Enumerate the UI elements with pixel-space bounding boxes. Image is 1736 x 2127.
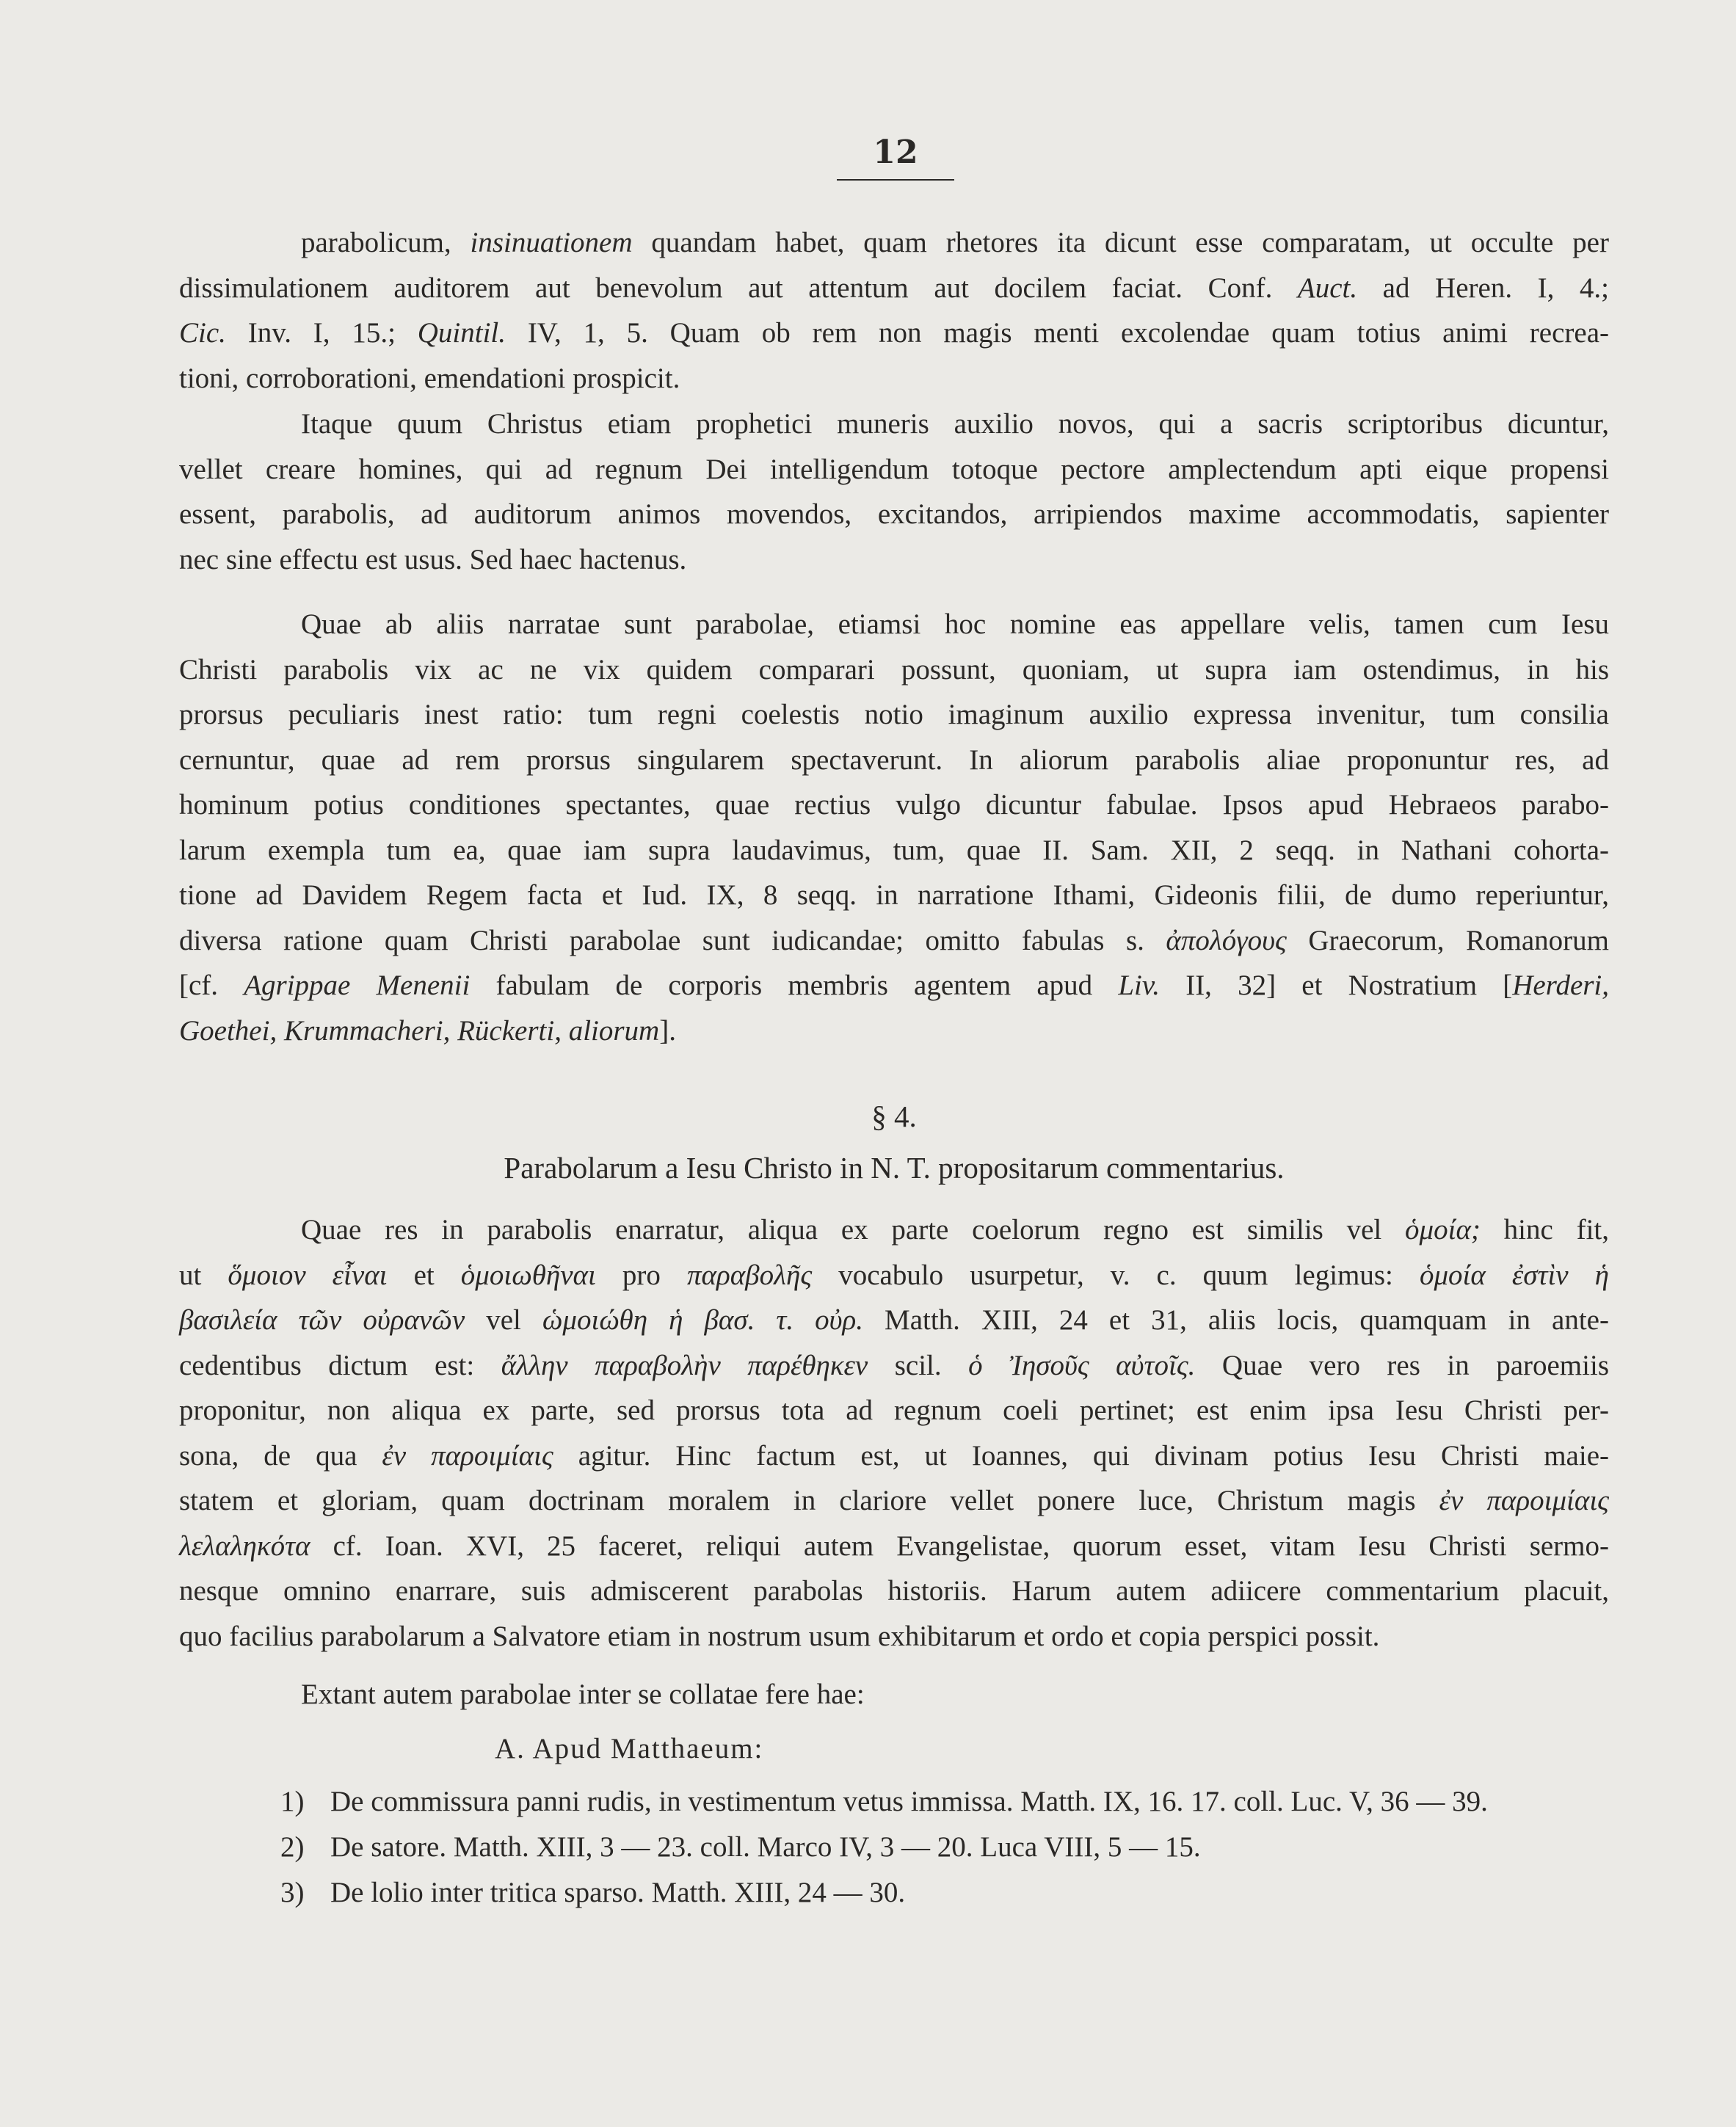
text-line bbox=[179, 918, 1609, 964]
italic-segment: ὁμοιωθῆναι bbox=[460, 1259, 596, 1291]
text-segment: [cf. bbox=[179, 970, 244, 1001]
text-line bbox=[179, 1207, 1609, 1253]
paragraph bbox=[179, 602, 1609, 1053]
italic-segment: Agrippae Menenii bbox=[244, 970, 471, 1001]
text-line bbox=[179, 1614, 1609, 1659]
text-segment: essent, parabolis, ad auditorum animos movendos, excitandos, arripiendos maxime accommodatis, sapienter bbox=[179, 498, 1609, 530]
section-title: Parabolarum a Iesu Christo in N. T. propositarum commentarius. bbox=[504, 1151, 1285, 1185]
italic-segment: Herderi, bbox=[1512, 970, 1610, 1001]
text-line bbox=[179, 1433, 1609, 1479]
italic-segment: ἐν παροιμίαις bbox=[382, 1439, 553, 1472]
text-line bbox=[179, 1298, 1609, 1343]
text-segment: tioni, corroborationi, emendationi prospicit. bbox=[179, 362, 680, 394]
text-segment: Extant autem parabolae inter se collatae fere hae: bbox=[301, 1679, 865, 1710]
list-item bbox=[280, 1779, 1609, 1825]
text-segment: Itaque quum Christus etiam prophetici muneris auxilio novos, qui a sacris scriptoribus dicuntur, bbox=[301, 408, 1609, 440]
text-line bbox=[179, 1478, 1609, 1524]
list-item bbox=[280, 1825, 1609, 1870]
italic-segment: παραβολῆς bbox=[686, 1259, 813, 1291]
text-segment: proponitur, non aliqua ex parte, sed prorsus tota ad regnum coeli pertinet; est enim ipsa Iesu Christi per- bbox=[179, 1395, 1609, 1426]
text-line bbox=[179, 310, 1609, 356]
text-line bbox=[179, 1343, 1609, 1389]
text-segment: statem et gloriam, quam doctrinam moralem in clariore vellet ponere luce, Christum magis bbox=[179, 1485, 1439, 1516]
text-segment: agitur. Hinc factum est, ut Ioannes, qui divinam potius Iesu Christi maie- bbox=[553, 1439, 1609, 1472]
text-line bbox=[179, 873, 1609, 918]
text-segment: sona, de qua bbox=[179, 1439, 382, 1472]
text-segment: et bbox=[387, 1259, 461, 1291]
text-segment: Graecorum, Romanorum bbox=[1286, 924, 1609, 956]
text-segment: cernuntur, quae ad rem prorsus singularem spectaverunt. In aliorum parabolis aliae proponuntur res, ad bbox=[179, 743, 1609, 776]
italic-segment: λελαληκότα bbox=[179, 1530, 310, 1562]
text-segment: Quae res in parabolis enarratur, aliqua ex parte coelorum regno est similis vel bbox=[301, 1214, 1406, 1246]
text-segment: vocabulo usurpetur, v. c. quum legimus: bbox=[812, 1259, 1420, 1291]
text-segment: quandam habet, quam rhetores ita dicunt esse comparatam, ut occulte per bbox=[632, 227, 1609, 258]
list-item-number: 1) bbox=[280, 1786, 305, 1817]
text-segment: dissimulationem auditorem aut benevolum aut attentum aut docilem faciat. Conf. bbox=[179, 272, 1298, 304]
text-segment: Quae vero res in paroemiis bbox=[1195, 1349, 1609, 1381]
paragraph bbox=[179, 1672, 1609, 1717]
text-line bbox=[179, 537, 1609, 583]
text-line bbox=[179, 1253, 1609, 1298]
text-segment: Inv. I, 15.; bbox=[225, 317, 418, 349]
paragraph bbox=[179, 401, 1609, 582]
text-segment: Quae ab aliis narratae sunt parabolae, etiamsi hoc nomine eas appellare velis, tamen cum Iesu bbox=[301, 608, 1609, 640]
text-segment: scil. bbox=[868, 1349, 969, 1381]
text-line bbox=[179, 1524, 1609, 1569]
text-segment: IV, 1, 5. Quam ob rem non magis menti excolendae quam totius animi recrea- bbox=[506, 317, 1609, 349]
text-segment: quo facilius parabolarum a Salvatore etiam in nostrum usum exhibitarum et ordo et copia perspici possit. bbox=[179, 1620, 1380, 1652]
paragraph bbox=[179, 1207, 1609, 1659]
text-line bbox=[179, 220, 1609, 266]
text-line bbox=[179, 356, 1609, 401]
text-line bbox=[179, 1672, 1609, 1717]
italic-segment: ὅμοιον εἶναι bbox=[228, 1259, 388, 1291]
text-line bbox=[179, 692, 1609, 738]
list-item bbox=[280, 1870, 1609, 1916]
sub-heading: A. Apud Matthaeum: bbox=[495, 1733, 764, 1764]
text-line bbox=[179, 602, 1609, 647]
italic-segment: ὡμοιώθη ἡ βασ. τ. οὐρ. bbox=[542, 1304, 863, 1336]
text-line bbox=[179, 782, 1609, 828]
text-line bbox=[179, 1388, 1609, 1433]
text-segment: vel bbox=[465, 1304, 542, 1336]
text-segment: Matth. XIII, 24 et 31, aliis locis, quamquam in ante- bbox=[862, 1304, 1609, 1336]
list-item-text: De commissura panni rudis, in vestimentum vetus immissa. Matth. IX, 16. 17. coll. Luc. V, 36 — 39. bbox=[330, 1786, 1488, 1817]
text-segment: hinc fit, bbox=[1480, 1214, 1609, 1246]
text-line bbox=[179, 266, 1609, 311]
text-segment: tione ad Davidem Regem facta et Iud. IX, 8 seqq. in narratione Ithami, Gideonis filii, de dumo reperiuntur, bbox=[179, 879, 1609, 911]
parable-list bbox=[280, 1779, 1609, 1916]
text-line bbox=[179, 738, 1609, 783]
italic-segment: ὁ Ἰησοῦς αὐτοῖς. bbox=[968, 1349, 1196, 1381]
italic-segment: βασιλεία τῶν οὐρανῶν bbox=[179, 1304, 465, 1336]
text-segment: cedentibus dictum est: bbox=[179, 1349, 501, 1381]
text-line bbox=[179, 1008, 1609, 1054]
section-number: § 4. bbox=[871, 1099, 917, 1133]
text-line bbox=[179, 963, 1609, 1008]
text-segment: Christi parabolis vix ac ne vix quidem comparari possunt, quoniam, ut supra iam ostendimus, in his bbox=[179, 653, 1609, 686]
text-segment: hominum potius conditiones spectantes, quae rectius vulgo dicuntur fabulae. Ipsos apud Hebraeos parabo- bbox=[179, 789, 1609, 821]
list-item-text: De satore. Matth. XIII, 3 — 23. coll. Marco IV, 3 — 20. Luca VIII, 5 — 15. bbox=[330, 1831, 1201, 1863]
text-segment: ]. bbox=[659, 1014, 676, 1047]
text-line bbox=[179, 401, 1609, 447]
list-item-number: 2) bbox=[280, 1831, 305, 1863]
text-segment: ad Heren. I, 4.; bbox=[1357, 272, 1610, 304]
text-segment: vellet creare homines, qui ad regnum Dei intelligendum totoque pectore amplectendum apti eique propensi bbox=[179, 453, 1609, 485]
paragraph bbox=[179, 220, 1609, 401]
italic-segment: Auct. bbox=[1297, 272, 1358, 304]
italic-segment: insinuationem bbox=[470, 227, 633, 258]
text-segment: nec sine effectu est usus. Sed haec hactenus. bbox=[179, 543, 687, 575]
page-number-rule bbox=[837, 179, 954, 181]
italic-segment: ὁμοία ἐστὶν ἡ bbox=[1419, 1259, 1610, 1291]
text-line bbox=[179, 828, 1609, 873]
text-segment: II, 32] et Nostratium [ bbox=[1160, 970, 1513, 1001]
italic-segment: Cic. bbox=[179, 317, 226, 349]
italic-segment: Goethei, Krummacheri, Rückerti, aliorum bbox=[179, 1014, 660, 1047]
text-line bbox=[179, 492, 1609, 537]
text-segment: larum exempla tum ea, quae iam supra laudavimus, tum, quae II. Sam. XII, 2 seqq. in Nathani cohorta- bbox=[179, 834, 1609, 866]
text-line bbox=[179, 647, 1609, 693]
text-segment: nesque omnino enarrare, suis admiscerent parabolas historiis. Harum autem adiicere commentarium placuit, bbox=[179, 1575, 1609, 1607]
text-segment: diversa ratione quam Christi parabolae sunt iudicandae; omitto fabulas s. bbox=[179, 924, 1166, 956]
italic-segment: ἀπολόγους bbox=[1166, 924, 1287, 956]
list-item-text: De lolio inter tritica sparso. Matth. XIII, 24 — 30. bbox=[330, 1877, 906, 1908]
page-number: 12 bbox=[873, 134, 918, 171]
text-segment: prorsus peculiaris inest ratio: tum regni coelestis notio imaginum auxilio expressa invenitur, tum consilia bbox=[179, 699, 1609, 730]
italic-segment: Liv. bbox=[1118, 970, 1161, 1001]
text-line bbox=[179, 1568, 1609, 1614]
text-segment: fabulam de corporis membris agentem apud bbox=[470, 970, 1119, 1001]
text-segment: cf. Ioan. XVI, 25 faceret, reliqui autem Evangelistae, quorum esset, vitam Iesu Christi sermo- bbox=[310, 1530, 1609, 1562]
text-segment: ut bbox=[179, 1259, 228, 1291]
italic-segment: ἐν παροιμίαις bbox=[1439, 1485, 1609, 1516]
text-segment: pro bbox=[595, 1259, 687, 1291]
italic-segment: ὁμοία; bbox=[1405, 1214, 1481, 1246]
italic-segment: Quintil. bbox=[417, 317, 506, 349]
text-line bbox=[179, 447, 1609, 492]
text-segment: parabolicum, bbox=[301, 227, 471, 258]
list-item-number: 3) bbox=[280, 1877, 305, 1908]
italic-segment: ἄλλην παραβολὴν παρέθηκεν bbox=[501, 1349, 868, 1381]
